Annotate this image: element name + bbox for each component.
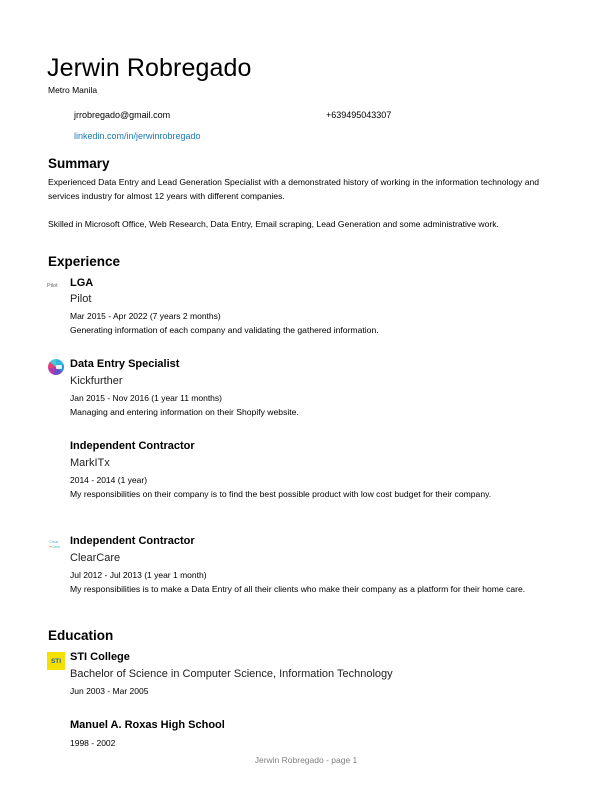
experience-dates: Jan 2015 - Nov 2016 (1 year 11 months) [70, 393, 222, 403]
experience-title: LGA [70, 277, 94, 289]
education-dates: Jun 2003 - Mar 2005 [70, 686, 149, 696]
experience-company: ClearCare [70, 552, 121, 564]
education-dates: 1998 - 2002 [70, 738, 116, 748]
education-heading: Education [48, 628, 114, 643]
experience-title: Data Entry Specialist [70, 358, 180, 370]
experience-dates: 2014 - 2014 (1 year) [70, 475, 148, 485]
education-school: Manuel A. Roxas High School [70, 719, 225, 731]
phone-number[interactable]: +639495043307 [326, 110, 392, 120]
clearcare-logo-text-top: Clear [49, 539, 59, 544]
clearcare-logo-icon [49, 539, 65, 551]
education-school: STI College [70, 651, 130, 663]
location: Metro Manila [48, 85, 98, 95]
candidate-name: Jerwin Robregado [47, 54, 252, 82]
linkedin-link[interactable]: linkedin.com/in/jerwinrobregado [74, 131, 201, 141]
experience-dates: Jul 2012 - Jul 2013 (1 year 1 month) [70, 570, 207, 580]
experience-company: Pilot [70, 293, 92, 305]
education-degree: Bachelor of Science in Computer Science, Information Technology [70, 668, 393, 680]
experience-description: My responsibilities is to make a Data Entry of all their clients who make their company as a platform for their home care. [70, 584, 526, 594]
experience-company: Kickfurther [70, 375, 123, 387]
experience-heading: Experience [48, 254, 121, 269]
summary-paragraph-1: Experienced Data Entry and Lead Generation Specialist with a demonstrated history of working in the information technology and services industry for almost 12 years with different companies. [48, 177, 540, 201]
pilot-logo-icon: Pilot [47, 283, 58, 289]
experience-description: Generating information of each company and validating the gathered information. [70, 325, 379, 335]
experience-dates: Mar 2015 - Apr 2022 (7 years 2 months) [70, 311, 221, 321]
experience-description: My responsibilities on their company is to find the best possible product with low cost budget for their company. [70, 489, 492, 499]
page-footer [0, 755, 612, 765]
email-address[interactable]: jrrobregado@gmail.com [74, 110, 171, 120]
experience-company: MarkITx [70, 457, 110, 469]
footer-text: Jerwin Robregado - page 1 [254, 755, 358, 765]
clearcare-logo-text-bottom: +Care [49, 544, 61, 549]
kickfurther-logo-icon [48, 359, 64, 375]
experience-title: Independent Contractor [70, 535, 195, 547]
sti-logo-icon: STI [47, 652, 65, 670]
experience-description: Managing and entering information on their Shopify website. [70, 407, 299, 417]
summary-paragraph-2: Skilled in Microsoft Office, Web Research, Data Entry, Email scraping, Lead Generation and some administrative work. [48, 219, 499, 229]
experience-title: Independent Contractor [70, 440, 195, 452]
summary-heading: Summary [48, 156, 110, 171]
